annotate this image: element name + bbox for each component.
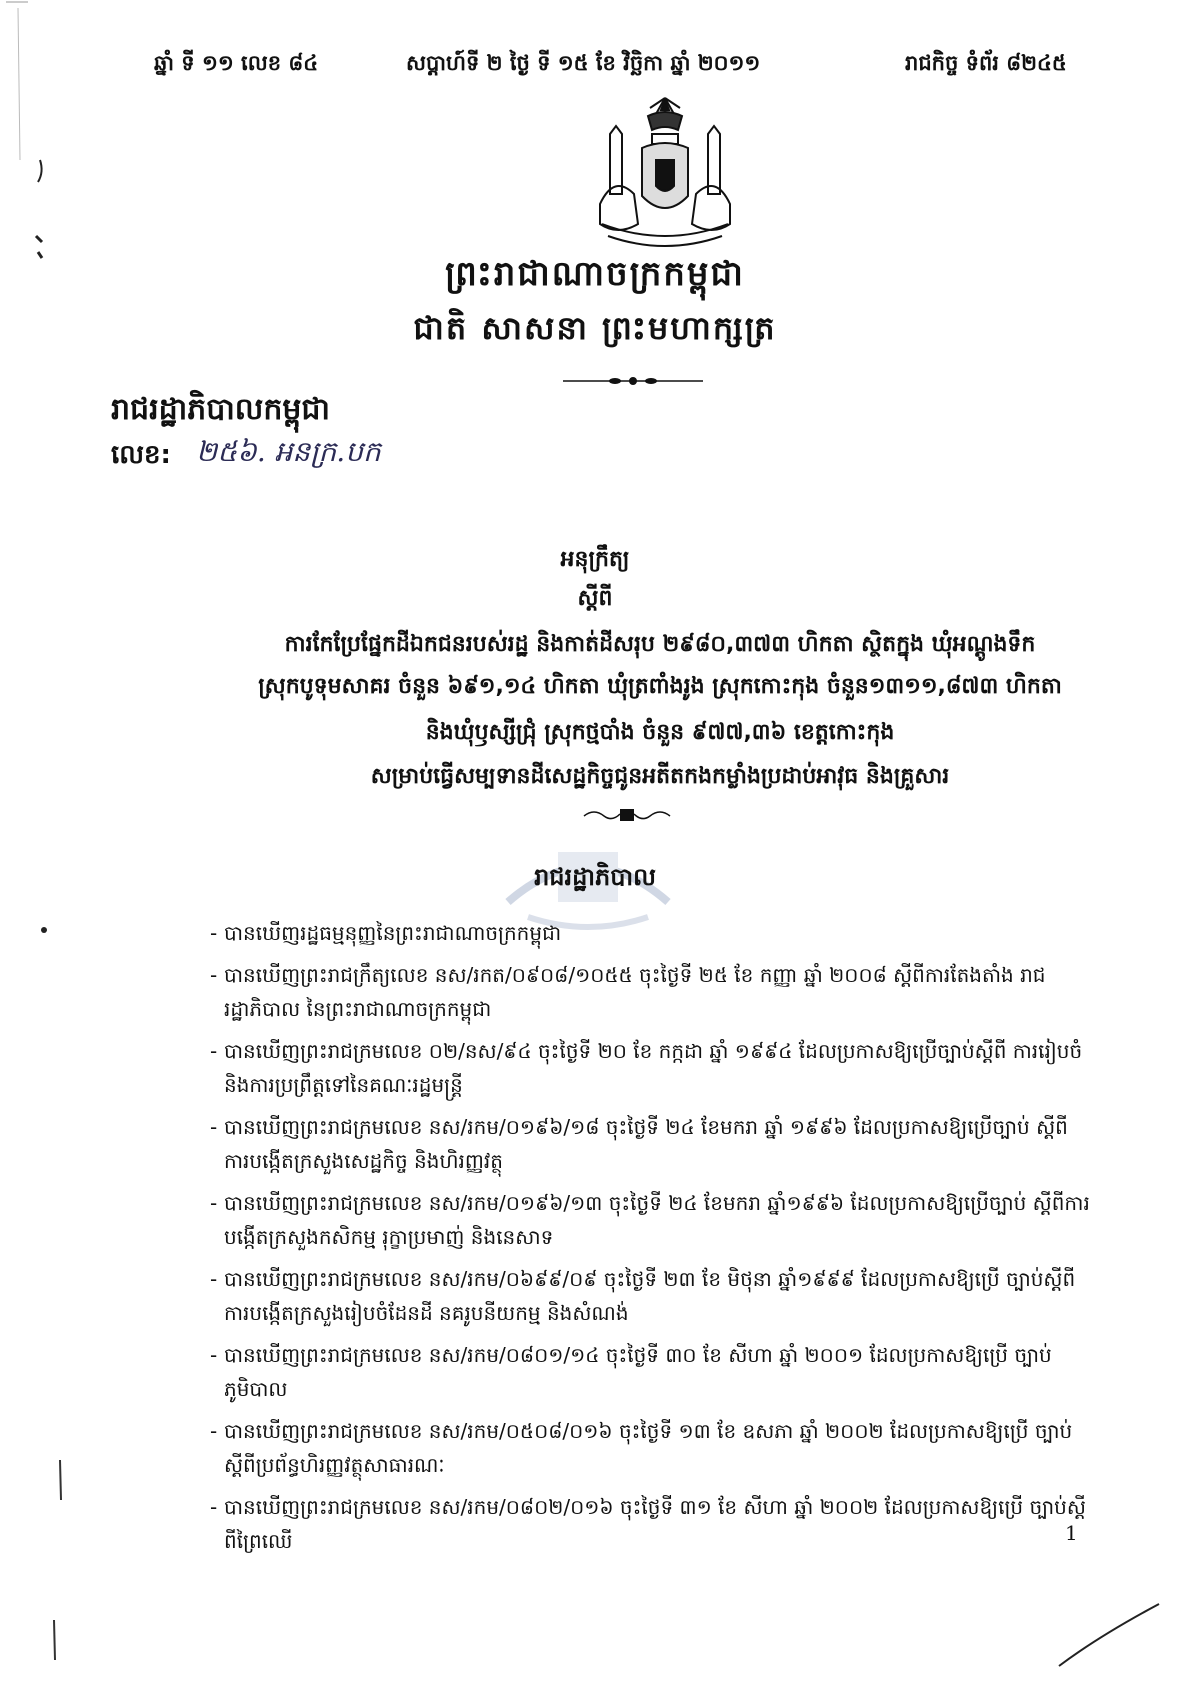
consideration-text: បានឃើញព្រះរាជក្រមលេខ នស/រកម/០៦៩៩/០៩ ចុះថ្ងៃទី ២៣ ខែ មិថុនា ឆ្នាំ១៩៩៩ ដែលប្រកាសឱ្យប្រើ ច្បាប់ស្តីពីការបង្កើតក្រសួងរៀបចំដែនដី នគរូបនីយកម្ម និងសំណង់ <box>224 1267 1076 1325</box>
royal-coat-of-arms-icon <box>590 94 740 264</box>
issuing-authority: រាជរដ្ឋាភិបាលកម្ពុជា <box>111 392 330 427</box>
gazette-date: សប្តាហ៍ទី ២ ថ្ងៃ ទី ១៥ ខែ វិច្ឆិកា ឆ្នាំ ២០១១ <box>406 51 761 75</box>
ornamental-divider-icon <box>563 374 703 388</box>
gazette-issue-number: ឆ្នាំ ទី ១១ លេខ ៨៤ <box>154 51 319 75</box>
list-item: - បានឃើញព្រះរាជក្រមលេខ នស/រកម/០១៩៦/១៣ ចុះថ្ងៃទី ២៤ ខែមករា ឆ្នាំ១៩៩៦ ដែលប្រកាសឱ្យប្រើច្បាប់ ស្តីពីការបង្កើតក្រសួងកសិកម្ម រុក្ខាប្រមាញ់ និងនេសាទ <box>210 1186 1090 1254</box>
list-item: - បានឃើញព្រះរាជក្រឹត្យលេខ នស/រកត/០៩០៨/១០៥៥ ចុះថ្ងៃទី ២៥ ខែ កញ្ញា ឆ្នាំ ២០០៨ ស្តីពីការតែងតាំង រាជរដ្ឋាភិបាល នៃព្រះរាជាណាចក្រកម្ពុជា <box>210 958 1090 1026</box>
pen-mark <box>1055 1600 1165 1670</box>
document-title-line: ស្រុកបូទុមសាគរ ចំនួន ៦៩១,១៤ ហិកតា ឃុំត្រពាំងរូង ស្រុកកោះកុង ចំនួន១៣១១,៨៧៣ ហិកតា <box>258 674 1062 699</box>
consideration-text: បានឃើញព្រះរាជក្រមលេខ នស/រកម/០៨០១/១៤ ចុះថ្ងៃទី ៣០ ខែ សីហា ឆ្នាំ ២០០១ ដែលប្រកាសឱ្យប្រើ ច្បាប់ភូមិបាល <box>224 1343 1052 1401</box>
page-number: 1 <box>1065 1521 1078 1545</box>
document-type: អនុក្រឹត្យ <box>560 547 630 572</box>
document-title-line: សម្រាប់ធ្វើសម្បទានដីសេដ្ឋកិច្ចជូនអតីតកងកម្លាំងប្រដាប់អាវុធ និងគ្រួសារ <box>370 764 950 789</box>
consideration-text: បានឃើញព្រះរាជក្រមលេខ នស/រកម/០១៩៦/១៣ ចុះថ្ងៃទី ២៤ ខែមករា ឆ្នាំ១៩៩៦ ដែលប្រកាសឱ្យប្រើច្បាប់ ស្តីពីការបង្កើតក្រសួងកសិកម្ម រុក្ខាប្រមាញ់ និងនេសាទ <box>224 1191 1090 1249</box>
consideration-text: បានឃើញព្រះរាជក្រមលេខ ០២/នស/៩៤ ចុះថ្ងៃទី ២០ ខែ កក្កដា ឆ្នាំ ១៩៩៤ ដែលប្រកាសឱ្យប្រើច្បាប់ស្តីពី ការរៀបចំ និងការប្រព្រឹត្តទៅនៃគណៈរដ្ឋមន្ត្រី <box>224 1039 1083 1097</box>
body-heading: រាជរដ្ឋាភិបាល <box>534 863 656 891</box>
reference-label: លេខ: <box>111 440 171 470</box>
list-item: - បានឃើញរដ្ឋធម្មនុញ្ញនៃព្រះរាជាណាចក្រកម្ពុជា <box>210 916 1090 950</box>
list-item: - បានឃើញព្រះរាជក្រមលេខ នស/រកម/០៥០៨/០១៦ ចុះថ្ងៃទី ១៣ ខែ ឧសភា ឆ្នាំ ២០០២ ដែលប្រកាសឱ្យប្រើ ច្បាប់ស្តីពីប្រព័ន្ធហិរញ្ញវត្ថុសាធារណៈ <box>210 1414 1090 1482</box>
list-item: - បានឃើញព្រះរាជក្រមលេខ នស/រកម/០៨០២/០១៦ ចុះថ្ងៃទី ៣១ ខែ សីហា ឆ្នាំ ២០០២ ដែលប្រកាសឱ្យប្រើ ច្បាប់ស្តីពីព្រៃឈើ <box>210 1490 1090 1558</box>
consideration-text: បានឃើញព្រះរាជក្រមលេខ នស/រកម/០៨០២/០១៦ ចុះថ្ងៃទី ៣១ ខែ សីហា ឆ្នាំ ២០០២ ដែលប្រកាសឱ្យប្រើ ច្បាប់ស្តីពីព្រៃឈើ <box>224 1495 1086 1553</box>
consideration-text: បានឃើញព្រះរាជក្រឹត្យលេខ នស/រកត/០៩០៨/១០៥៥ ចុះថ្ងៃទី ២៥ ខែ កញ្ញា ឆ្នាំ ២០០៨ ស្តីពីការតែងតាំង រាជរដ្ឋាភិបាល នៃព្រះរាជាណាចក្រកម្ពុជា <box>224 963 1046 1021</box>
reference-number-handwritten: ២៥៦. អនក្រ.បក <box>196 435 381 468</box>
gazette-page-ref: រាជកិច្ច ទំព័រ ៨២៤៥ <box>905 51 1067 75</box>
document-title-line: ការកែប្រែផ្នែកដីឯកជនរបស់រដ្ឋ និងកាត់ដីសរុប ២៩៨០,៣៧៣ ហិកតា ស្ថិតក្នុង ឃុំអណ្តូងទឹក <box>284 632 1036 657</box>
list-item: - បានឃើញព្រះរាជក្រមលេខ នស/រកម/០១៩៦/១៨ ចុះថ្ងៃទី ២៤ ខែមករា ឆ្នាំ ១៩៩៦ ដែលប្រកាសឱ្យប្រើច្បាប់ ស្តីពី ការបង្កើតក្រសួងសេដ្ឋកិច្ច និងហិរញ្ញវត្ថុ <box>210 1110 1090 1178</box>
list-item: - បានឃើញព្រះរាជក្រមលេខ ០២/នស/៩៤ ចុះថ្ងៃទី ២០ ខែ កក្កដា ឆ្នាំ ១៩៩៤ ដែលប្រកាសឱ្យប្រើច្បាប់ស្តីពី ការរៀបចំ និងការប្រព្រឹត្តទៅនៃគណៈរដ្ឋមន្ត្រី <box>210 1034 1090 1102</box>
consideration-text: បានឃើញព្រះរាជក្រមលេខ នស/រកម/០៥០៨/០១៦ ចុះថ្ងៃទី ១៣ ខែ ឧសភា ឆ្នាំ ២០០២ ដែលប្រកាសឱ្យប្រើ ច្បាប់ស្តីពីប្រព័ន្ធហិរញ្ញវត្ថុសាធារណៈ <box>224 1419 1073 1477</box>
national-motto: ជាតិ សាសនា ព្រះមហាក្សត្រ <box>413 309 777 347</box>
consideration-text: បានឃើញព្រះរាជក្រមលេខ នស/រកម/០១៩៦/១៨ ចុះថ្ងៃទី ២៤ ខែមករា ឆ្នាំ ១៩៩៦ ដែលប្រកាសឱ្យប្រើច្បាប់ ស្តីពី ការបង្កើតក្រសួងសេដ្ឋកិច្ច និងហិរញ្ញវត្ថុ <box>224 1115 1068 1173</box>
consideration-text: បានឃើញរដ្ឋធម្មនុញ្ញនៃព្រះរាជាណាចក្រកម្ពុជា <box>224 921 562 945</box>
document-title-line: និងឃុំឫស្សីជ្រុំ ស្រុកថ្មបាំង ចំនួន ៩៧៧,៣៦ ខេត្តកោះកុង <box>425 720 895 745</box>
list-item: - បានឃើញព្រះរាជក្រមលេខ នស/រកម/០៦៩៩/០៩ ចុះថ្ងៃទី ២៣ ខែ មិថុនា ឆ្នាំ១៩៩៩ ដែលប្រកាសឱ្យប្រើ ច្បាប់ស្តីពីការបង្កើតក្រសួងរៀបចំដែនដី នគរូបនីយកម្ម និងសំណង់ <box>210 1262 1090 1330</box>
list-item: - បានឃើញព្រះរាជក្រមលេខ នស/រកម/០៨០១/១៤ ចុះថ្ងៃទី ៣០ ខែ សីហា ឆ្នាំ ២០០១ ដែលប្រកាសឱ្យប្រើ ច្បាប់ភូមិបាល <box>210 1338 1090 1406</box>
considerations-list <box>210 916 1090 1566</box>
about-label: ស្តីពី <box>577 586 613 611</box>
kingdom-name: ព្រះរាជាណាចក្រកម្ពុជា <box>445 254 745 294</box>
